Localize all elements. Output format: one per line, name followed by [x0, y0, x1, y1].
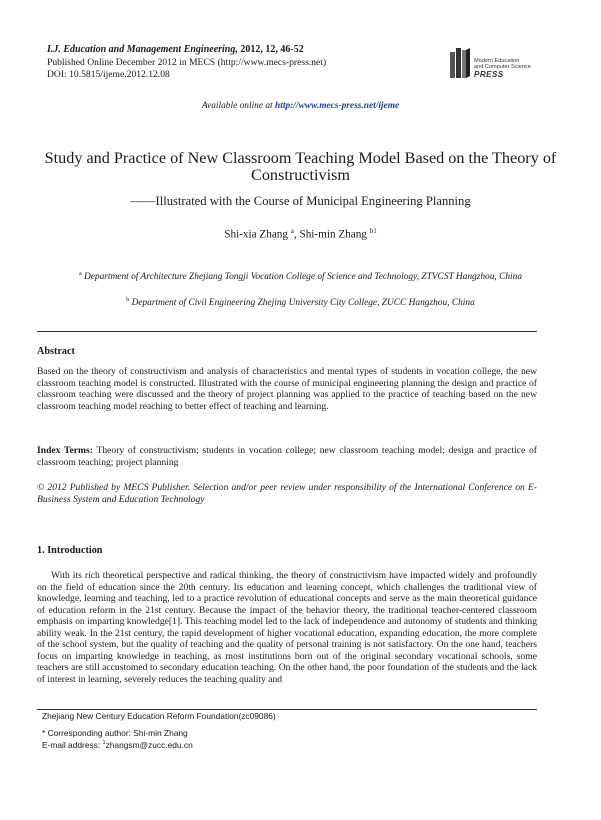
email-mark: 1 [102, 740, 106, 747]
author-2: Shi-min Zhang [299, 228, 367, 241]
divider-top [37, 331, 537, 332]
author-1: Shi-xia Zhang [224, 228, 288, 241]
logo-line-1: Modern Education [474, 58, 520, 64]
author-1-sup: a [290, 227, 294, 235]
available-prefix: Available online at [201, 101, 276, 111]
author-list [20, 227, 581, 241]
logo-text [474, 58, 531, 79]
introduction-heading: 1. Introduction [37, 545, 103, 556]
journal-volume: 2012, 12, 46-52 [237, 44, 304, 55]
index-terms [37, 445, 537, 468]
copyright-notice: © 2012 Published by MECS Publisher. Selection and/or peer review under responsibility of the International Conference on E-Business System and Education Technology [37, 482, 537, 505]
published-line: Published Online December 2012 in MECS (http://www.mecs-press.net) [47, 57, 327, 68]
journal-citation [47, 44, 304, 55]
paper-subtitle: ——Illustrated with the Course of Municipal Engineering Planning [130, 194, 471, 208]
index-terms-text: Theory of constructivism; students in vocation college; new classroom teaching model; design and practice of classroom teaching; project planning [37, 445, 538, 468]
index-terms-label: Index Terms: [37, 445, 93, 456]
email-prefix: E-mail address: [42, 740, 103, 750]
affiliation-a-text: Department of Architecture Zhejiang Tongji Vocation College of Science and Technology, ZTVCST Hangzhou, China [81, 272, 523, 283]
publisher-logo [448, 44, 558, 84]
available-online [0, 101, 601, 111]
doi-line: DOI: 10.5815/ijeme.2012.12.08 [47, 69, 170, 80]
affiliation-a-mark: a [78, 271, 82, 277]
email-link[interactable]: zhangsm@zucc.edu.cn [105, 740, 193, 750]
abstract-heading: Abstract [37, 346, 75, 357]
affiliation-b-mark: b [126, 297, 130, 303]
corresponding-mark: * [42, 728, 46, 738]
email-footnote [42, 740, 193, 750]
abstract-text: Based on the theory of constructivism and analysis of characteristics and mental types of students in vocation college, the new classroom teaching model is constructed. Illustrated with the course of municipal engineering planning the design and practice of classroom teaching were discussed and the theory of project planning was applied to the practice of teaching based on the new classroom teaching model reaching to better effect of teaching and learning. [37, 366, 537, 412]
corresponding-text: Corresponding author: Shi-min Zhang [45, 728, 188, 738]
logo-press: PRESS [474, 70, 504, 79]
affiliation-b-text: Department of Civil Engineering Zhejing University City College, ZUCC Hangzhou, China [129, 298, 475, 309]
funding-footnote: Zhejiang New Century Education Reform Foundation(zc09086) [42, 711, 276, 721]
introduction-text: With its rich theoretical perspective and radical thinking, the theory of constructivism have impacted widely and profoundly on the field of education since the 20th century. Its education and learning concept, which challenges the traditional view of knowledge, learning and teaching, led to a practice revolution of educational concepts and serve as the main theoretical guidance of education reform in the 21st century. Because the impact of the behavior theory, the traditional teacher-centered classroom emphasis on imparting knowledge[1]. This teaching model led to the lack of independence and autonomy of students and thinking ability weak. In the 21st century, the rapid development of higher vocational education, expanding education, the more complete of the school system, but the quality of teaching and the quality of personal training is not satisfactory. On the one hand, teachers focus on imparting knowledge in teaching, as most institutions born out of the original secondary vocational schools, some teachers are still accustomed to secondary education teaching. On the other hand, the poor foundation of the students and the lack of interest in learning, severely reduces the teaching quality and [37, 570, 537, 685]
affiliation-a [40, 268, 561, 284]
affiliation-b [40, 294, 561, 310]
journal-name: I.J. Education and Management Engineering, [47, 44, 238, 55]
paper-title: Study and Practice of New Classroom Teaching Model Based on the Theory of Constructivism [44, 149, 557, 184]
author-2-sup: b1 [369, 227, 377, 235]
logo-line-2: and Computer Science [474, 64, 531, 70]
footnote-divider [37, 709, 537, 710]
journal-url-link[interactable]: http://www.mecs-press.net/ijeme [275, 101, 400, 111]
author-separator: , [293, 228, 300, 241]
corresponding-author [42, 728, 188, 738]
